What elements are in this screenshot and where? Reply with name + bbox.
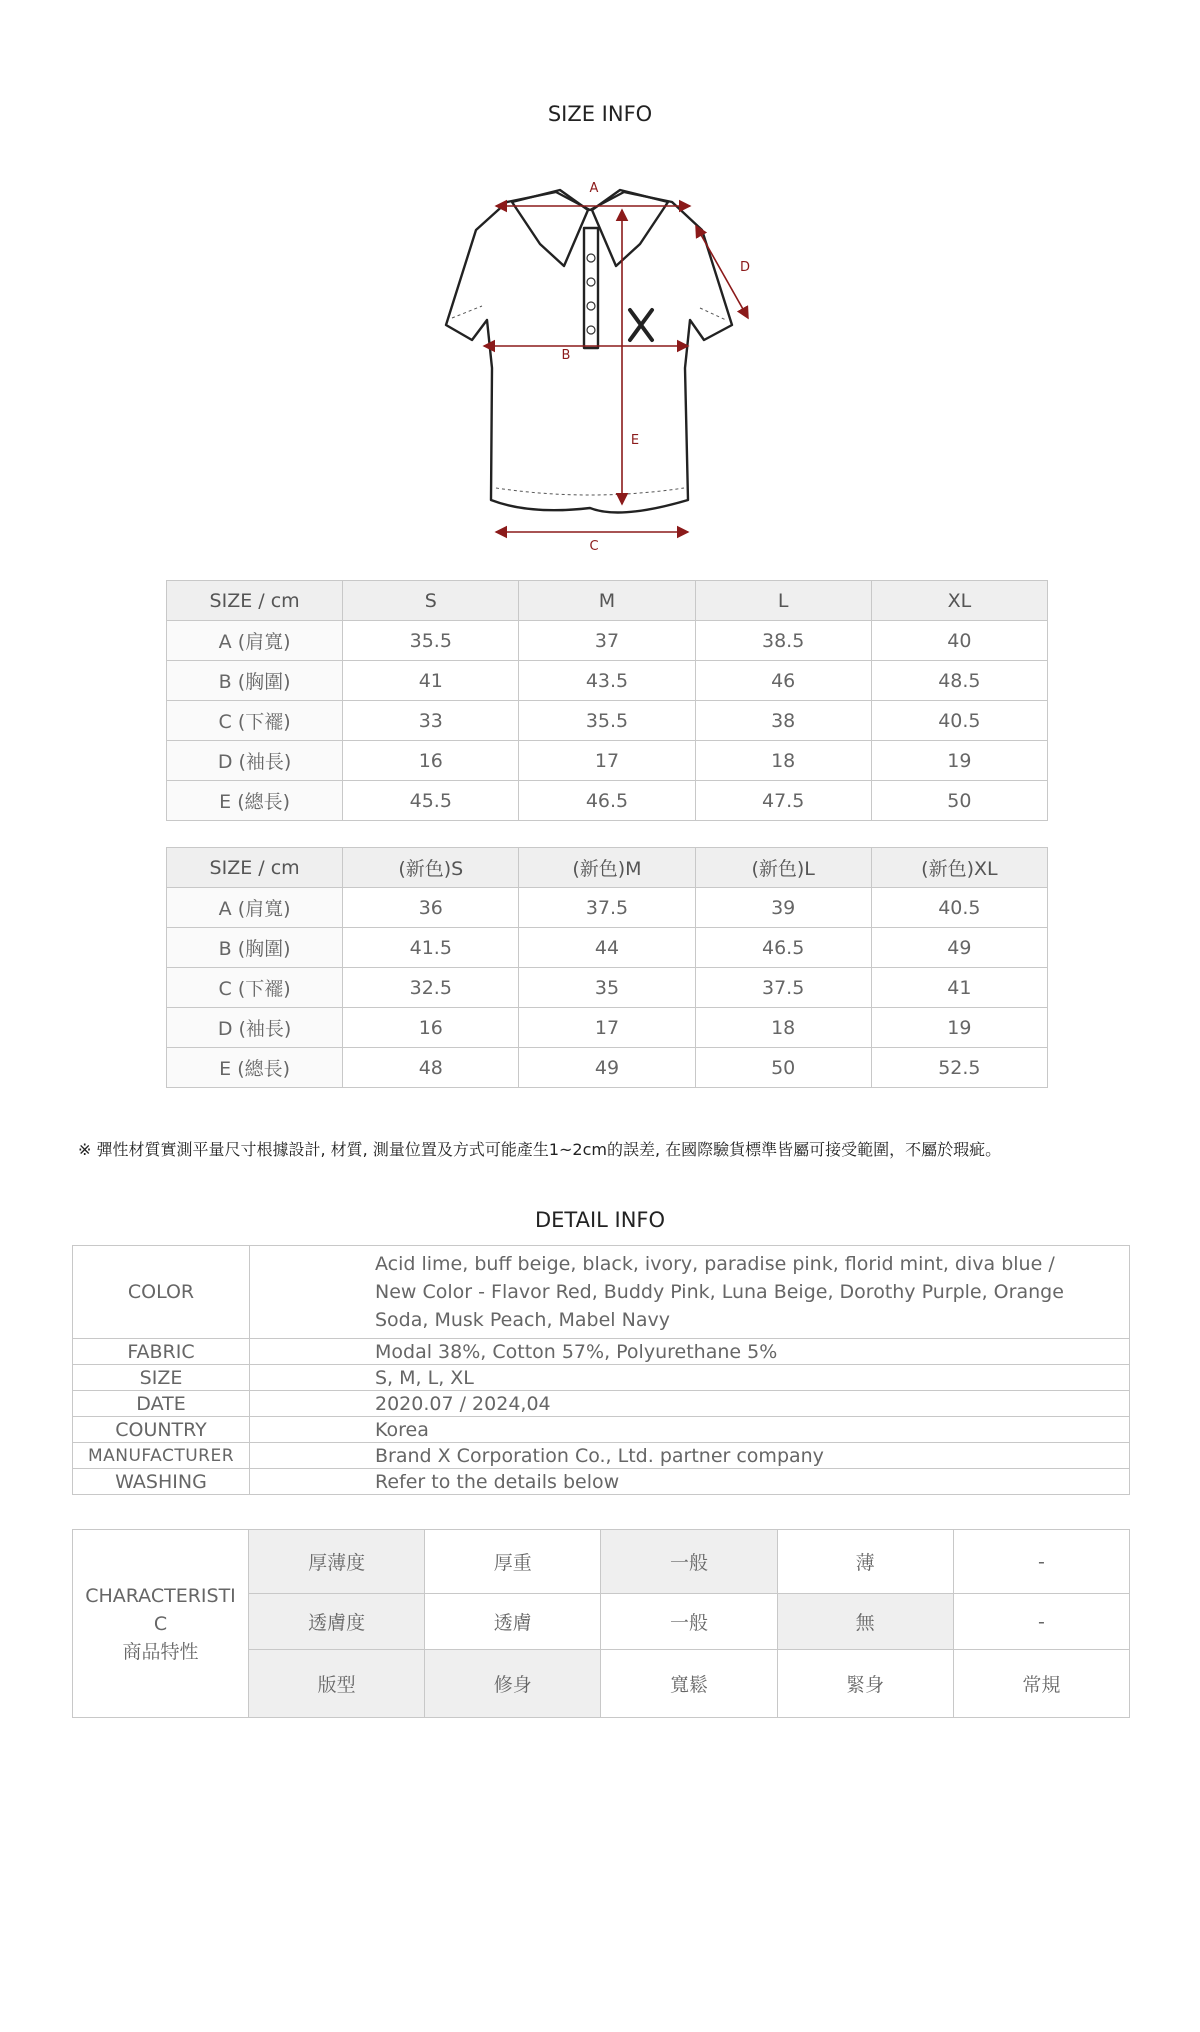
table-cell: 36 <box>343 888 519 928</box>
table-cell: 18 <box>695 1008 871 1048</box>
color-value <box>250 1246 1130 1339</box>
table-cell: 49 <box>871 928 1047 968</box>
table-cell: 37 <box>519 621 695 661</box>
table-row <box>167 701 1048 741</box>
label-d: D <box>739 260 751 275</box>
table-cell: 35 <box>519 968 695 1008</box>
table-cell: 32.5 <box>343 968 519 1008</box>
label-a: A <box>589 181 599 196</box>
char-row-thickness <box>73 1530 1130 1594</box>
collar-left <box>512 190 588 266</box>
header-cell: (新色)L <box>695 848 871 888</box>
table-cell: 46.5 <box>695 928 871 968</box>
size-table-standard <box>166 580 1048 821</box>
shirt-body-outline <box>446 192 732 513</box>
table-cell: 40 <box>871 621 1047 661</box>
table-row <box>167 741 1048 781</box>
char-option: 透膚 <box>425 1594 601 1650</box>
button-icon <box>587 278 595 286</box>
row-label: C (下襬) <box>167 968 343 1008</box>
row-label: A (肩寬) <box>167 888 343 928</box>
collar-right <box>592 190 668 266</box>
table-cell: 48.5 <box>871 661 1047 701</box>
char-option: 一般 <box>601 1594 777 1650</box>
detail-label: FABRIC <box>73 1339 250 1365</box>
table-header-row <box>167 848 1048 888</box>
detail-row <box>73 1469 1130 1495</box>
detail-label: MANUFACTURER <box>73 1443 250 1469</box>
detail-label: COUNTRY <box>73 1417 250 1443</box>
table-cell: 46.5 <box>519 781 695 821</box>
header-cell: (新色)S <box>343 848 519 888</box>
char-option: 常規 <box>953 1650 1129 1718</box>
row-label: D (袖長) <box>167 741 343 781</box>
table-row <box>167 928 1048 968</box>
detail-row-color <box>73 1246 1130 1339</box>
header-cell: (新色)M <box>519 848 695 888</box>
detail-label: DATE <box>73 1391 250 1417</box>
detail-row <box>73 1365 1130 1391</box>
detail-label: WASHING <box>73 1469 250 1495</box>
row-label: D (袖長) <box>167 1008 343 1048</box>
table-cell: 41 <box>871 968 1047 1008</box>
table-cell: 33 <box>343 701 519 741</box>
detail-value: Korea <box>250 1417 1130 1443</box>
label-e: E <box>630 433 640 448</box>
char-attribute: 版型 <box>249 1650 425 1718</box>
row-label: E (總長) <box>167 1048 343 1088</box>
table-cell: 35.5 <box>519 701 695 741</box>
button-icon <box>587 254 595 262</box>
detail-row <box>73 1417 1130 1443</box>
row-label: C (下襬) <box>167 701 343 741</box>
characteristics-label <box>73 1530 249 1718</box>
table-cell: 19 <box>871 1008 1047 1048</box>
measurement-note: ※ 彈性材質實測平量尺寸根據設計, 材質, 測量位置及方式可能產生1~2cm的誤差, 在國際驗貨標準皆屬可接受範圍，不屬於瑕疵。 <box>78 1140 1002 1159</box>
char-option-selected: 無 <box>777 1594 953 1650</box>
table-cell: 45.5 <box>343 781 519 821</box>
char-option-selected: 修身 <box>425 1650 601 1718</box>
table-cell: 35.5 <box>343 621 519 661</box>
table-cell: 50 <box>871 781 1047 821</box>
header-cell: M <box>519 581 695 621</box>
table-cell: 40.5 <box>871 888 1047 928</box>
detail-value: Brand X Corporation Co., Ltd. partner company <box>250 1443 1130 1469</box>
table-cell: 16 <box>343 741 519 781</box>
detail-row <box>73 1339 1130 1365</box>
detail-info-table <box>72 1245 1130 1495</box>
row-label: B (胸圍) <box>167 661 343 701</box>
label-b: B <box>561 348 571 363</box>
button-icon <box>587 302 595 310</box>
row-label: B (胸圍) <box>167 928 343 968</box>
table-cell: 48 <box>343 1048 519 1088</box>
char-option: 厚重 <box>425 1530 601 1594</box>
table-cell: 46 <box>695 661 871 701</box>
table-cell: 47.5 <box>695 781 871 821</box>
table-cell: 37.5 <box>695 968 871 1008</box>
characteristics-table <box>72 1529 1130 1718</box>
polo-shirt-diagram <box>420 170 790 550</box>
table-header-row <box>167 581 1048 621</box>
table-cell: 44 <box>519 928 695 968</box>
table-row <box>167 1008 1048 1048</box>
detail-row <box>73 1391 1130 1417</box>
table-row <box>167 888 1048 928</box>
detail-value: Refer to the details below <box>250 1469 1130 1495</box>
table-cell: 41 <box>343 661 519 701</box>
header-cell: XL <box>871 581 1047 621</box>
table-cell: 37.5 <box>519 888 695 928</box>
detail-info-title: DETAIL INFO <box>534 1208 666 1232</box>
char-option: 寬鬆 <box>601 1650 777 1718</box>
char-option: - <box>953 1594 1129 1650</box>
button-icon <box>587 326 595 334</box>
detail-label: SIZE <box>73 1365 250 1391</box>
table-cell: 49 <box>519 1048 695 1088</box>
table-cell: 40.5 <box>871 701 1047 741</box>
header-cell: SIZE / cm <box>167 848 343 888</box>
x-logo-icon <box>630 310 652 340</box>
table-row <box>167 621 1048 661</box>
color-line: New Color - Flavor Red, Buddy Pink, Luna Beige, Dorothy Purple, Orange <box>375 1281 1064 1303</box>
char-option: 緊身 <box>777 1650 953 1718</box>
characteristics-label-line: CHARACTERISTI <box>85 1584 236 1607</box>
table-cell: 17 <box>519 1008 695 1048</box>
detail-label: COLOR <box>73 1246 250 1339</box>
detail-row <box>73 1443 1130 1469</box>
row-label: E (總長) <box>167 781 343 821</box>
size-table-new-color <box>166 847 1048 1088</box>
characteristics-label-line: 商品特性 <box>122 1640 199 1663</box>
table-row <box>167 781 1048 821</box>
table-row <box>167 661 1048 701</box>
table-cell: 52.5 <box>871 1048 1047 1088</box>
table-cell: 16 <box>343 1008 519 1048</box>
color-line: Soda, Musk Peach, Mabel Navy <box>375 1309 670 1331</box>
table-cell: 19 <box>871 741 1047 781</box>
header-cell: S <box>343 581 519 621</box>
table-cell: 41.5 <box>343 928 519 968</box>
characteristics-label-line: C <box>153 1612 168 1635</box>
color-line: Acid lime, buff beige, black, ivory, paradise pink, florid mint, diva blue / <box>375 1253 1055 1275</box>
char-attribute: 厚薄度 <box>249 1530 425 1594</box>
header-cell: SIZE / cm <box>167 581 343 621</box>
char-attribute: 透膚度 <box>249 1594 425 1650</box>
char-option: 薄 <box>777 1530 953 1594</box>
placket <box>584 228 598 348</box>
size-info-title: SIZE INFO <box>547 102 653 126</box>
table-row <box>167 968 1048 1008</box>
detail-value: 2020.07 / 2024,04 <box>250 1391 1130 1417</box>
table-cell: 38 <box>695 701 871 741</box>
detail-value: S, M, L, XL <box>250 1365 1130 1391</box>
table-cell: 43.5 <box>519 661 695 701</box>
table-cell: 38.5 <box>695 621 871 661</box>
table-cell: 50 <box>695 1048 871 1088</box>
table-cell: 17 <box>519 741 695 781</box>
table-row <box>167 1048 1048 1088</box>
header-cell: (新色)XL <box>871 848 1047 888</box>
table-cell: 39 <box>695 888 871 928</box>
char-option: - <box>953 1530 1129 1594</box>
table-cell: 18 <box>695 741 871 781</box>
header-cell: L <box>695 581 871 621</box>
detail-value: Modal 38%, Cotton 57%, Polyurethane 5% <box>250 1339 1130 1365</box>
label-c: C <box>589 539 599 550</box>
char-option-selected: 一般 <box>601 1530 777 1594</box>
row-label: A (肩寬) <box>167 621 343 661</box>
